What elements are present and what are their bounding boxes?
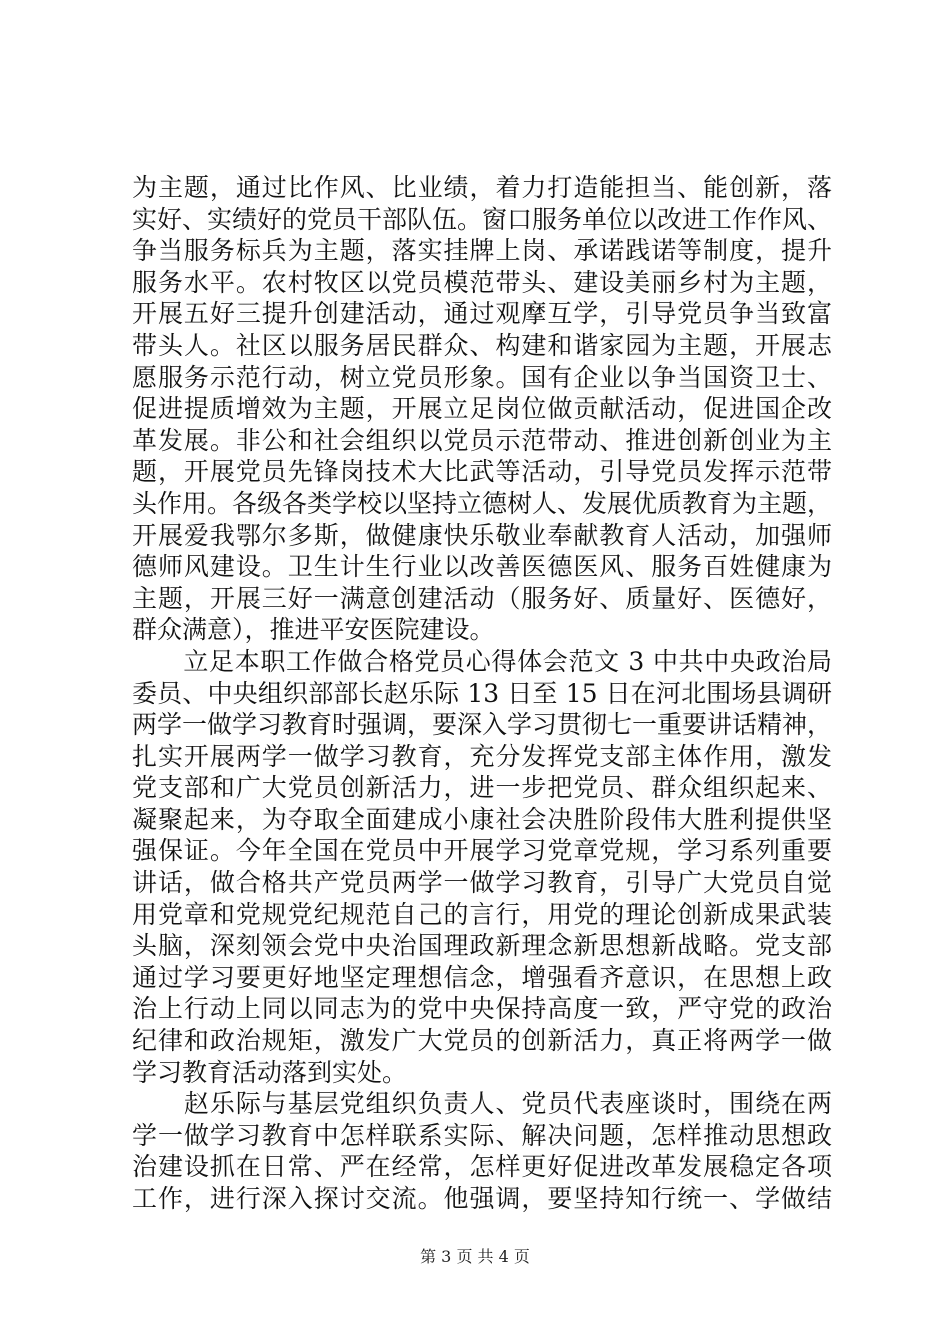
text-line: 强保证。今年全国在党员中开展学习党章党规，学习系列重要 xyxy=(132,836,832,866)
text-line: 头脑，深刻领会党中央治国理政新理念新思想新战略。党支部 xyxy=(132,931,832,961)
text-line: 愿服务示范行动，树立党员形象。国有企业以争当国资卫士、 xyxy=(132,362,832,392)
text-line: 服务水平。农村牧区以党员模范带头、建设美丽乡村为主题， xyxy=(132,267,832,297)
text-line: 扎实开展两学一做学习教育，充分发挥党支部主体作用，激发 xyxy=(132,741,832,771)
text-line: 学习教育活动落到实处。 xyxy=(132,1057,408,1087)
text-line: 治上行动上同以同志为的党中央保持高度一致，严守党的政治 xyxy=(132,994,832,1024)
text-line: 用党章和党规党纪规范自己的言行，用党的理论创新成果武装 xyxy=(132,899,832,929)
text-line: 开展爱我鄂尔多斯，做健康快乐敬业奉献教育人活动，加强师 xyxy=(132,520,832,550)
text-line: 党支部和广大党员创新活力，进一步把党员、群众组织起来、 xyxy=(132,773,832,803)
text-line: 群众满意），推进平安医院建设。 xyxy=(132,615,495,645)
text-line: 通过学习要更好地坚定理想信念，增强看齐意识，在思想上政 xyxy=(132,962,832,992)
text-line: 头作用。各级各类学校以坚持立德树人、发展优质教育为主题， xyxy=(132,488,833,518)
text-line: 委员、中央组织部部长赵乐际 13 日至 15 日在河北围场县调研 xyxy=(132,678,832,708)
text-line: 赵乐际与基层党组织负责人、党员代表座谈时，围绕在两 xyxy=(132,1089,832,1119)
text-line: 主题，开展三好一满意创建活动（服务好、质量好、医德好， xyxy=(132,583,832,613)
text-line: 为主题，通过比作风、比业绩，着力打造能担当、能创新，落 xyxy=(132,173,832,202)
text-line: 开展五好三提升创建活动，通过观摩互学，引导党员争当致富 xyxy=(132,299,832,329)
paragraph xyxy=(132,646,832,1088)
text-line: 争当服务标兵为主题，落实挂牌上岗、承诺践诺等制度，提升 xyxy=(132,236,832,266)
text-line: 两学一做学习教育时强调，要深入学习贯彻七一重要讲话精神， xyxy=(132,710,833,740)
page-footer: 第 3 页 共 4 页 xyxy=(420,1247,530,1266)
text-line: 题，开展党员先锋岗技术大比武等活动，引导党员发挥示范带 xyxy=(132,457,832,487)
paragraph xyxy=(132,1088,832,1214)
text-line: 促进提质增效为主题，开展立足岗位做贡献活动，促进国企改 xyxy=(132,394,832,424)
text-line: 学一做学习教育中怎样联系实际、解决问题，怎样推动思想政 xyxy=(132,1120,832,1150)
document-body xyxy=(132,172,832,1215)
text-line: 治建设抓在日常、严在经常，怎样更好促进改革发展稳定各项 xyxy=(132,1152,832,1182)
paragraph xyxy=(132,172,832,646)
text-line: 讲话，做合格共产党员两学一做学习教育，引导广大党员自觉 xyxy=(132,868,832,898)
text-line: 工作，进行深入探讨交流。他强调，要坚持知行统一、学做结 xyxy=(132,1184,832,1213)
text-line: 带头人。社区以服务居民群众、构建和谐家园为主题，开展志 xyxy=(132,330,832,360)
text-line: 德师风建设。卫生计生行业以改善医德医风、服务百姓健康为 xyxy=(132,552,832,582)
text-line: 凝聚起来，为夺取全面建成小康社会决胜阶段伟大胜利提供坚 xyxy=(132,804,832,834)
text-line: 纪律和政治规矩，激发广大党员的创新活力，真正将两学一做 xyxy=(132,1026,832,1056)
text-line: 立足本职工作做合格党员心得体会范文 3 中共中央政治局 xyxy=(132,646,832,676)
text-line: 革发展。非公和社会组织以党员示范带动、推进创新创业为主 xyxy=(132,425,832,455)
text-line: 实好、实绩好的党员干部队伍。窗口服务单位以改进工作作风、 xyxy=(132,204,833,234)
